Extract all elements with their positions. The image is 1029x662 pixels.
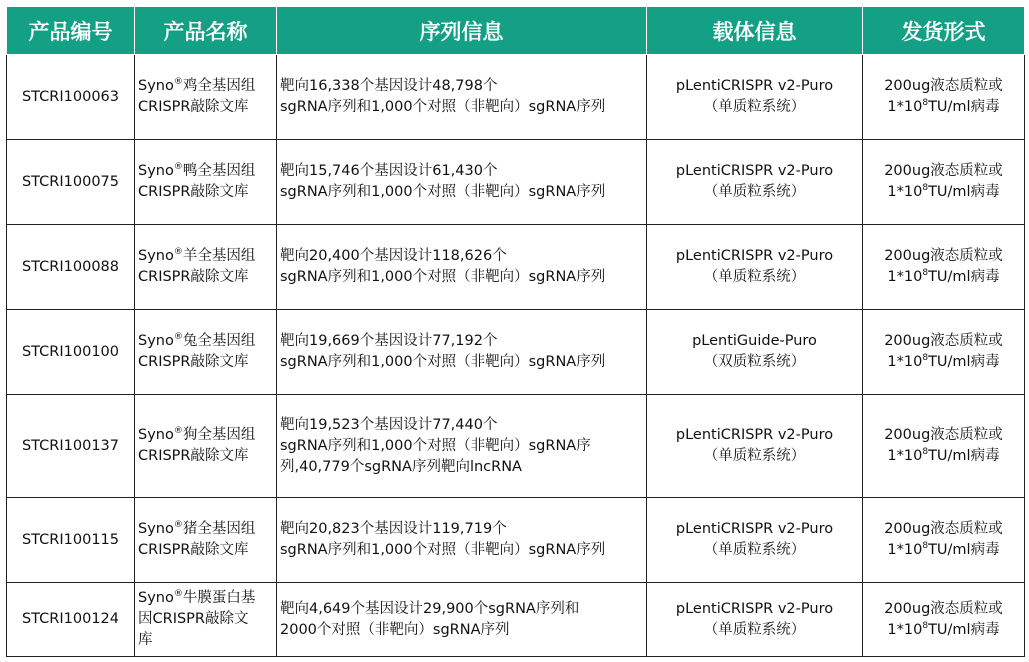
seq-line-1: 靶向19,669个基因设计77,192个: [280, 333, 498, 349]
header-vector-info: 载体信息: [647, 7, 863, 55]
shipping-form: [863, 225, 1025, 310]
name-line-1: 羊全基因组: [182, 248, 256, 264]
brand-name: Syno: [138, 590, 174, 606]
name-line-2: CRISPR敲除文库: [138, 269, 249, 285]
sequence-info: [277, 310, 647, 395]
header-product-name: 产品名称: [135, 7, 277, 55]
table-row: [7, 55, 1025, 140]
name-line-2: CRISPR敲除文库: [138, 542, 249, 558]
brand-name: Syno: [138, 248, 174, 264]
seq-line-2: sgRNA序列和1,000个对照（非靶向）sgRNA序列: [280, 269, 606, 285]
ship-titer-base: 1*10: [887, 448, 923, 464]
header-sequence-info: 序列信息: [277, 7, 647, 55]
shipping-form: [863, 310, 1025, 395]
seq-line-1: 靶向4,649个基因设计29,900个sgRNA序列和: [280, 600, 580, 617]
header-row: [7, 7, 1025, 55]
table-row: [7, 583, 1025, 657]
ship-titer-base: 1*10: [887, 354, 923, 370]
ship-line-1: 200ug液态质粒或: [884, 163, 1003, 179]
ship-titer-unit: TU/ml病毒: [928, 448, 1000, 464]
ship-titer-unit: TU/ml病毒: [928, 99, 1000, 115]
shipping-form: [863, 583, 1025, 657]
ship-titer-exponent: 8: [922, 447, 929, 458]
brand-name: Syno: [138, 78, 174, 94]
sequence-info: [277, 498, 647, 583]
product-name: [135, 225, 277, 310]
ship-titer-unit: TU/ml病毒: [928, 621, 1000, 638]
name-line-3: 库: [138, 632, 153, 648]
vector-system: （单质粒系统）: [703, 184, 806, 200]
vector-name: pLentiGuide-Puro: [692, 333, 817, 349]
vector-info: [647, 225, 863, 310]
registered-mark: ®: [173, 520, 183, 531]
seq-line-2: sgRNA序列和1,000个对照（非靶向）sgRNA序列: [280, 99, 606, 115]
table-row: [7, 140, 1025, 225]
sequence-info: [277, 140, 647, 225]
name-line-1: 鸭全基因组: [182, 163, 256, 179]
vector-info: [647, 498, 863, 583]
vector-info: [647, 310, 863, 395]
seq-line-3: 列,40,779个sgRNA序列靶向lncRNA: [280, 458, 522, 475]
vector-info: [647, 583, 863, 657]
ship-line-1: 200ug液态质粒或: [884, 521, 1003, 537]
product-code: STCRI100088: [7, 225, 135, 310]
product-name: [135, 583, 277, 657]
ship-titer-unit: TU/ml病毒: [928, 269, 1000, 285]
ship-titer-exponent: 8: [922, 620, 929, 631]
ship-titer-base: 1*10: [887, 269, 923, 285]
brand-name: Syno: [138, 163, 174, 179]
name-line-2: CRISPR敲除文库: [138, 354, 249, 370]
sequence-info: [277, 583, 647, 657]
ship-line-1: 200ug液态质粒或: [884, 333, 1003, 349]
vector-name: pLentiCRISPR v2-Puro: [675, 163, 834, 179]
vector-name: pLentiCRISPR v2-Puro: [675, 248, 834, 264]
sequence-info: [277, 395, 647, 498]
ship-titer-base: 1*10: [887, 99, 923, 115]
ship-titer-base: 1*10: [887, 542, 923, 558]
name-line-2: CRISPR敲除文库: [138, 184, 249, 200]
brand-name: Syno: [138, 521, 174, 537]
ship-titer-exponent: 8: [922, 98, 929, 109]
vector-system: （单质粒系统）: [703, 621, 806, 638]
sequence-info: [277, 55, 647, 140]
ship-titer-unit: TU/ml病毒: [928, 542, 1000, 558]
vector-name: pLentiCRISPR v2-Puro: [675, 427, 834, 443]
brand-name: Syno: [138, 333, 174, 349]
name-line-1: 猪全基因组: [182, 521, 256, 537]
header-product-code: 产品编号: [7, 7, 135, 55]
vector-system: （双质粒系统）: [703, 354, 806, 370]
product-name: [135, 395, 277, 498]
ship-titer-exponent: 8: [922, 353, 929, 364]
shipping-form: [863, 140, 1025, 225]
header-shipping-form: 发货形式: [863, 7, 1025, 55]
table-row: [7, 310, 1025, 395]
product-name: [135, 498, 277, 583]
table-row: [7, 395, 1025, 498]
vector-name: pLentiCRISPR v2-Puro: [675, 600, 834, 617]
vector-system: （单质粒系统）: [703, 99, 806, 115]
name-line-2: 因CRISPR敲除文: [138, 611, 249, 627]
name-line-1: 狗全基因组: [182, 427, 256, 443]
registered-mark: ®: [173, 589, 183, 600]
ship-titer-base: 1*10: [887, 621, 923, 638]
vector-info: [647, 140, 863, 225]
ship-titer-base: 1*10: [887, 184, 923, 200]
shipping-form: [863, 498, 1025, 583]
registered-mark: ®: [173, 162, 183, 173]
vector-info: [647, 55, 863, 140]
name-line-2: CRISPR敲除文库: [138, 99, 249, 115]
ship-titer-exponent: 8: [922, 268, 929, 279]
vector-system: （单质粒系统）: [703, 448, 806, 464]
product-code: STCRI100115: [7, 498, 135, 583]
product-code: STCRI100137: [7, 395, 135, 498]
product-name: [135, 55, 277, 140]
ship-titer-exponent: 8: [922, 541, 929, 552]
ship-line-1: 200ug液态质粒或: [884, 78, 1003, 94]
registered-mark: ®: [173, 332, 183, 343]
table-row: [7, 225, 1025, 310]
seq-line-2: sgRNA序列和1,000个对照（非靶向）sgRNA序列: [280, 184, 606, 200]
product-code: STCRI100100: [7, 310, 135, 395]
vector-system: （单质粒系统）: [703, 542, 806, 558]
seq-line-2: sgRNA序列和1,000个对照（非靶向）sgRNA序列: [280, 542, 606, 558]
product-name: [135, 310, 277, 395]
seq-line-2: sgRNA序列和1,000个对照（非靶向）sgRNA序列: [280, 354, 606, 370]
shipping-form: [863, 395, 1025, 498]
vector-info: [647, 395, 863, 498]
ship-titer-unit: TU/ml病毒: [928, 184, 1000, 200]
name-line-1: 鸡全基因组: [182, 78, 256, 94]
registered-mark: ®: [173, 426, 183, 437]
table-row: [7, 498, 1025, 583]
brand-name: Syno: [138, 427, 174, 443]
ship-titer-exponent: 8: [922, 183, 929, 194]
seq-line-1: 靶向15,746个基因设计61,430个: [280, 163, 498, 179]
seq-line-1: 靶向20,823个基因设计119,719个: [280, 521, 507, 537]
seq-line-1: 靶向16,338个基因设计48,798个: [280, 78, 498, 94]
seq-line-1: 靶向20,400个基因设计118,626个: [280, 248, 507, 264]
sequence-info: [277, 225, 647, 310]
seq-line-2: 2000个对照（非靶向）sgRNA序列: [280, 621, 510, 638]
shipping-form: [863, 55, 1025, 140]
name-line-1: 兔全基因组: [182, 333, 256, 349]
seq-line-1: 靶向19,523个基因设计77,440个: [280, 416, 498, 433]
ship-line-1: 200ug液态质粒或: [884, 248, 1003, 264]
vector-system: （单质粒系统）: [703, 269, 806, 285]
seq-line-2: sgRNA序列和1,000个对照（非靶向）sgRNA序: [280, 437, 591, 454]
ship-line-1: 200ug液态质粒或: [884, 427, 1003, 443]
name-line-2: CRISPR敲除文库: [138, 448, 249, 464]
ship-titer-unit: TU/ml病毒: [928, 354, 1000, 370]
product-code: STCRI100124: [7, 583, 135, 657]
vector-name: pLentiCRISPR v2-Puro: [675, 521, 834, 537]
product-code: STCRI100075: [7, 140, 135, 225]
product-table: [6, 6, 1025, 657]
registered-mark: ®: [173, 77, 183, 88]
vector-name: pLentiCRISPR v2-Puro: [675, 78, 834, 94]
registered-mark: ®: [173, 247, 183, 258]
product-code: STCRI100063: [7, 55, 135, 140]
product-name: [135, 140, 277, 225]
ship-line-1: 200ug液态质粒或: [884, 600, 1003, 617]
name-line-1: 牛膜蛋白基: [182, 590, 256, 606]
